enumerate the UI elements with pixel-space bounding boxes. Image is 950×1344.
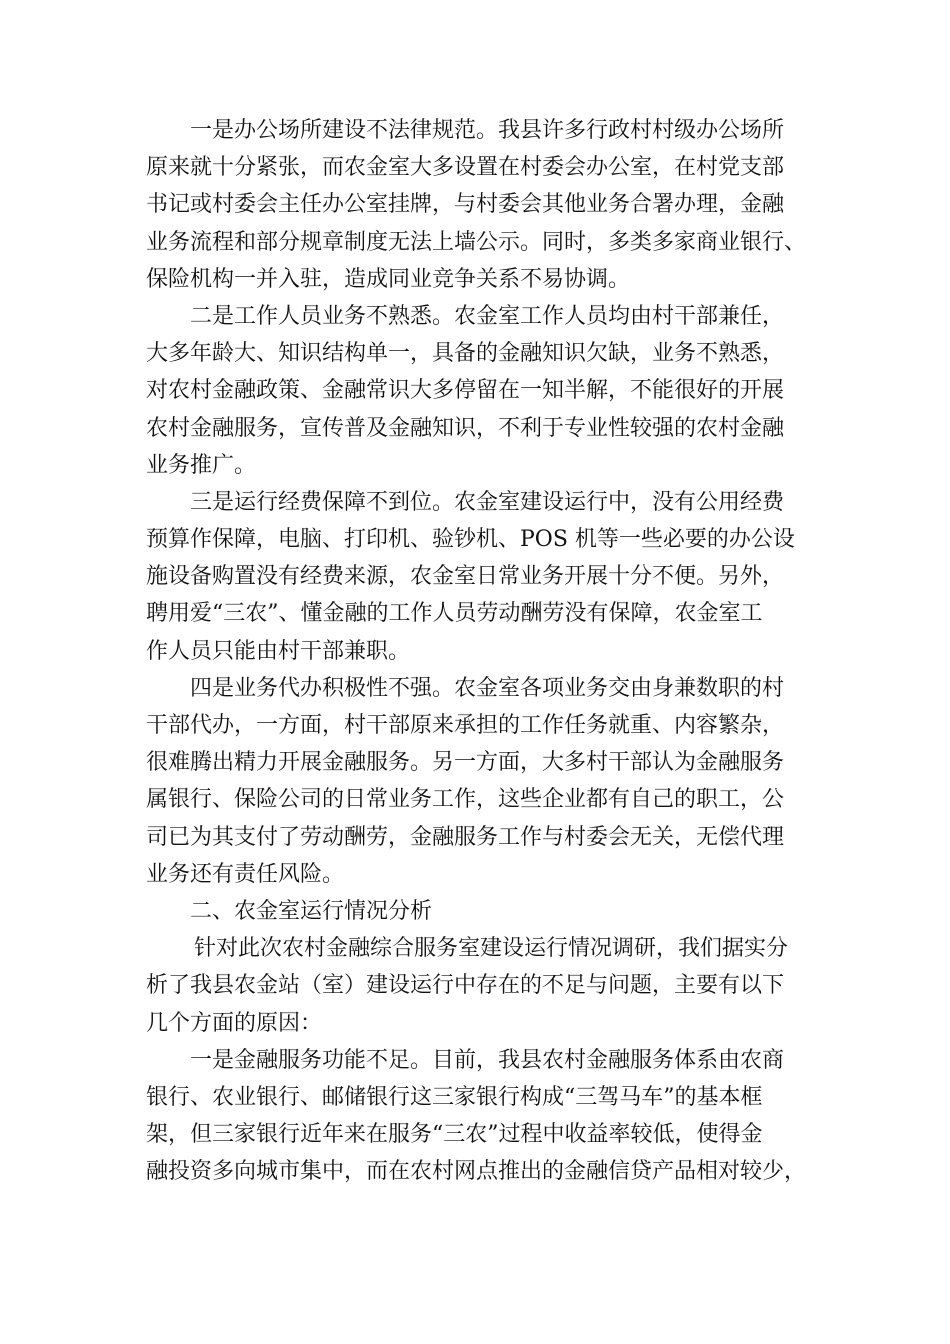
- text-line: 作人员只能由村干部兼职。: [146, 638, 411, 664]
- text-line: 三是运行经费保障不到位。农金室建设运行中，没有公用经费: [190, 489, 785, 515]
- text-line: 很难腾出精力开展金融服务。另一方面，大多村干部认为金融服务: [146, 750, 785, 776]
- text-line: 架，但三家银行近年来在服务“三农”过程中收益率较低，使得金: [146, 1122, 763, 1148]
- text-line: 业务流程和部分规章制度无法上墙公示。同时，多类多家商业银行、: [146, 229, 807, 255]
- text-line: 司已为其支付了劳动酬劳，金融服务工作与村委会无关，无偿代理: [146, 824, 785, 850]
- text-line: 二是工作人员业务不熟悉。农金室工作人员均由村干部兼任，: [190, 303, 785, 329]
- text-line: 聘用爱“三农”、懂金融的工作人员劳动酬劳没有保障，农金室工: [146, 601, 763, 627]
- text-line: 保险机构一并入驻，造成同业竞争关系不易协调。: [146, 266, 631, 292]
- text-line: 一是办公场所建设不法律规范。我县许多行政村村级办公场所: [190, 118, 785, 143]
- text-line: 四是业务代办积极性不强。农金室各项业务交由身兼数职的村: [190, 675, 785, 701]
- text-line: 原来就十分紧张，而农金室大多设置在村委会办公室，在村党支部: [146, 155, 785, 181]
- text-line: 属银行、保险公司的日常业务工作，这些企业都有自己的职工，公: [146, 787, 785, 813]
- paragraph-staff-unfamiliar: [146, 298, 836, 484]
- text-line: 施设备购置没有经费来源，农金室日常业务开展十分不便。另外，: [146, 564, 785, 590]
- text-line: 农村金融服务，宣传普及金融知识，不利于专业性较强的农村金融: [146, 415, 785, 441]
- text-line: 析了我县农金站（室）建设运行中存在的不足与问题，主要有以下: [146, 973, 785, 999]
- paragraph-funding: [146, 484, 836, 670]
- text-line: 融投资多向城市集中，而在农村网点推出的金融信贷产品相对较少，: [146, 1159, 807, 1185]
- text-line: 干部代办，一方面，村干部原来承担的工作任务就重、内容繁杂，: [146, 713, 785, 738]
- paragraph-office-premises: [146, 112, 836, 298]
- text-line: 几个方面的原因：: [146, 1010, 323, 1036]
- text-line: 二、农金室运行情况分析: [190, 898, 433, 924]
- text-line: 业务推广。: [146, 452, 257, 478]
- section-heading-analysis: [146, 893, 836, 930]
- text-line: 一是金融服务功能不足。目前，我县农村金融服务体系由农商: [190, 1047, 785, 1073]
- text-line: 业务还有责任风险。: [146, 861, 345, 887]
- paragraph-research-summary: [146, 930, 836, 1042]
- paragraph-service-function: [146, 1042, 836, 1191]
- text-line: 大多年龄大、知识结构单一，具备的金融知识欠缺，业务不熟悉，: [146, 341, 785, 367]
- text-line: 书记或村委会主任办公室挂牌，与村委会其他业务合署办理，金融: [146, 192, 785, 218]
- text-line: 预算作保障，电脑、打印机、验钞机、POS 机等一些必要的办公设: [146, 527, 795, 553]
- text-line: 银行、农业银行、邮储银行这三家银行构成“三驾马车”的基本框: [146, 1084, 763, 1110]
- document-body: [146, 112, 836, 1190]
- text-line: 针对此次农村金融综合服务室建设运行情况调研，我们据实分: [194, 936, 789, 962]
- paragraph-agency-enthusiasm: [146, 670, 836, 893]
- text-line: 对农村金融政策、金融常识大多停留在一知半解，不能很好的开展: [146, 378, 785, 404]
